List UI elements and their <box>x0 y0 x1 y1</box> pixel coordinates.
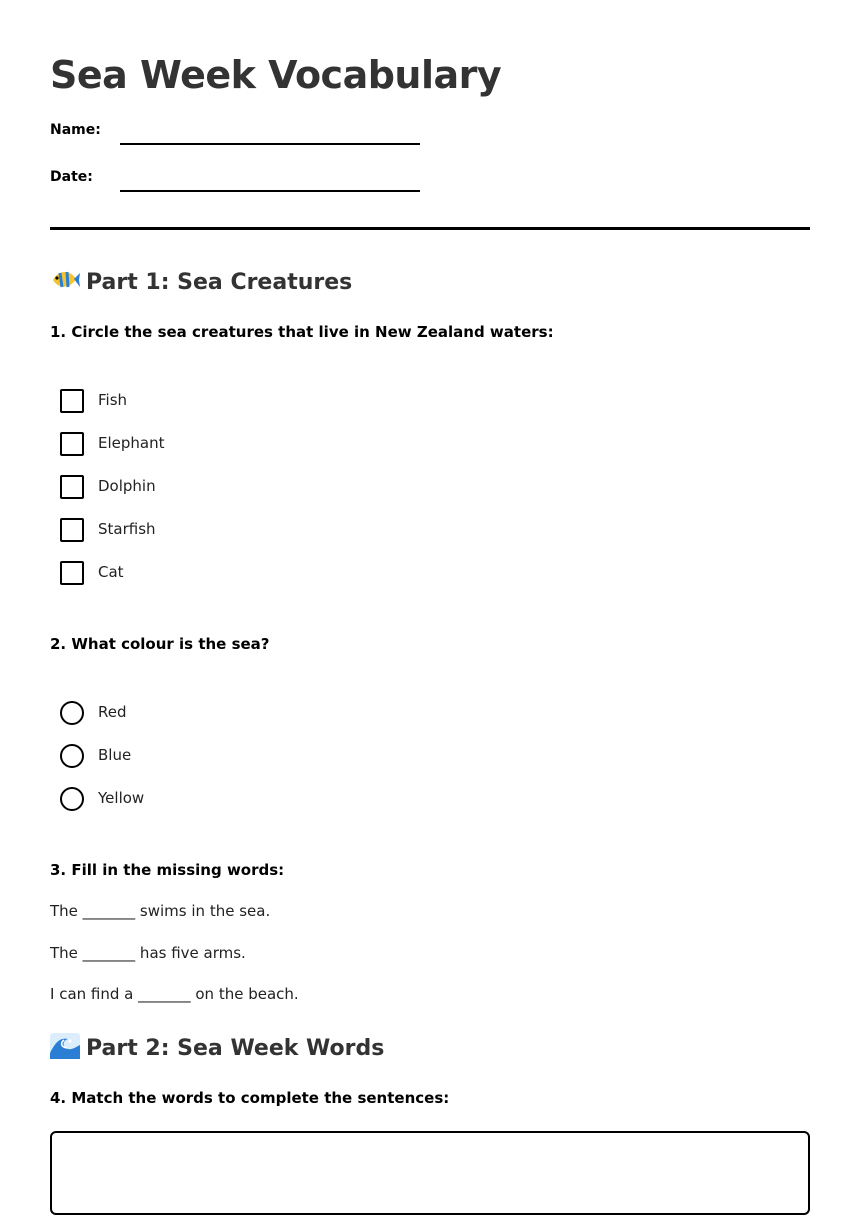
fill-in-sentence: The _______ swims in the sea. <box>50 902 271 920</box>
q2-option-label: Yellow <box>98 789 145 807</box>
q2-radio-yellow[interactable] <box>60 787 84 811</box>
page-title: Sea Week Vocabulary <box>50 53 502 97</box>
question-1-prompt: 1. Circle the sea creatures that live in New Zealand waters: <box>50 323 554 341</box>
name-label: Name: <box>50 122 101 138</box>
part1-heading-text: Part 1: Sea Creatures <box>86 270 353 295</box>
fill-in-sentence: The _______ has five arms. <box>50 944 246 962</box>
part2-heading <box>50 1033 384 1064</box>
part1-heading <box>50 267 352 298</box>
q1-option-label: Dolphin <box>98 477 156 495</box>
q2-option-label: Blue <box>98 746 132 764</box>
date-field <box>50 169 450 199</box>
name-field <box>50 122 450 152</box>
question-3-prompt: 3. Fill in the missing words: <box>50 861 285 879</box>
fill-in-sentence: I can find a _______ on the beach. <box>50 985 299 1003</box>
q2-option-label: Red <box>98 703 127 721</box>
water-wave-icon <box>50 1033 80 1059</box>
q1-checkbox-fish[interactable] <box>60 389 84 413</box>
q2-radio-blue[interactable] <box>60 744 84 768</box>
q1-checkbox-dolphin[interactable] <box>60 475 84 499</box>
part2-heading-text: Part 2: Sea Week Words <box>86 1036 385 1061</box>
date-label: Date: <box>50 169 93 185</box>
matching-box <box>50 1131 810 1215</box>
q1-option-label: Elephant <box>98 434 165 452</box>
name-input-line[interactable] <box>120 143 420 145</box>
q1-checkbox-starfish[interactable] <box>60 518 84 542</box>
tropical-fish-icon <box>50 267 80 293</box>
q1-option-label: Cat <box>98 563 124 581</box>
q1-checkbox-cat[interactable] <box>60 561 84 585</box>
q1-option-label: Starfish <box>98 520 156 538</box>
q1-option-label: Fish <box>98 391 128 409</box>
date-input-line[interactable] <box>120 190 420 192</box>
header-divider <box>50 227 810 230</box>
question-4-prompt: 4. Match the words to complete the sentences: <box>50 1089 450 1107</box>
q2-radio-red[interactable] <box>60 701 84 725</box>
q1-checkbox-elephant[interactable] <box>60 432 84 456</box>
question-2-prompt: 2. What colour is the sea? <box>50 635 270 653</box>
